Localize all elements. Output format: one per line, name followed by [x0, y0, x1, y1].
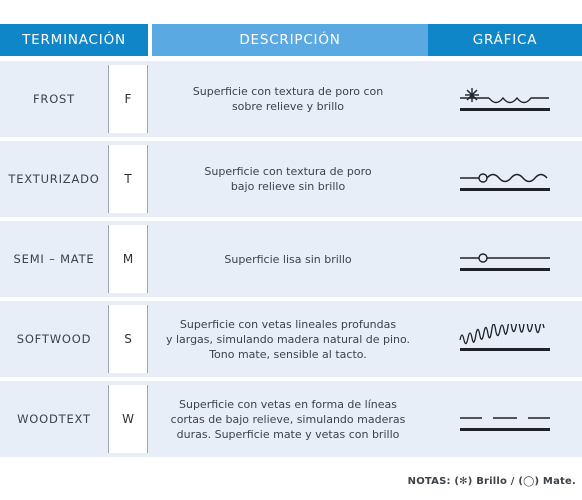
texturizado-symbol-icon [428, 141, 582, 217]
finish-code: W [108, 385, 148, 453]
finish-description: Superficie lisa sin brillo [224, 252, 352, 266]
header-descripcion: DESCRIPCIÓN [152, 24, 428, 56]
table-row [0, 141, 582, 217]
notes-footer: NOTAS: (✻) Brillo / (◯) Mate. [407, 476, 576, 487]
finish-code: M [108, 225, 148, 293]
finish-name: FROST [33, 92, 75, 106]
finishes-table [0, 24, 582, 56]
frost-symbol-icon [428, 61, 582, 137]
finish-code: T [108, 145, 148, 213]
header-terminacion: TERMINACIÓN [0, 24, 148, 56]
finish-code: S [108, 305, 148, 373]
finish-code: F [108, 65, 148, 133]
finish-name: WOODTEXT [17, 412, 91, 426]
finish-description: Superficie con textura de poro con sobre relieve y brillo [192, 85, 384, 113]
woodtext-symbol-icon [428, 381, 582, 457]
softwood-symbol-icon [428, 301, 582, 377]
finish-name: TEXTURIZADO [8, 172, 100, 186]
table-row [0, 221, 582, 297]
table-header [0, 24, 582, 56]
table-row [0, 61, 582, 137]
finish-description: Superficie con textura de poro bajo relieve sin brillo [204, 165, 372, 193]
table-row [0, 301, 582, 377]
finish-description: Superficie con vetas en forma de líneas cortas de bajo relieve, simulando maderas duras. Superficie mate y vetas con brillo [170, 397, 406, 441]
semi-mate-symbol-icon [428, 221, 582, 297]
table-row [0, 381, 582, 457]
header-grafica: GRÁFICA [428, 24, 582, 56]
finish-description: Superficie con vetas lineales profundas y largas, simulando madera natural de pino. Tono mate, sensible al tacto. [165, 317, 411, 361]
finish-name: SEMI – MATE [13, 252, 95, 266]
finish-name: SOFTWOOD [16, 332, 92, 346]
